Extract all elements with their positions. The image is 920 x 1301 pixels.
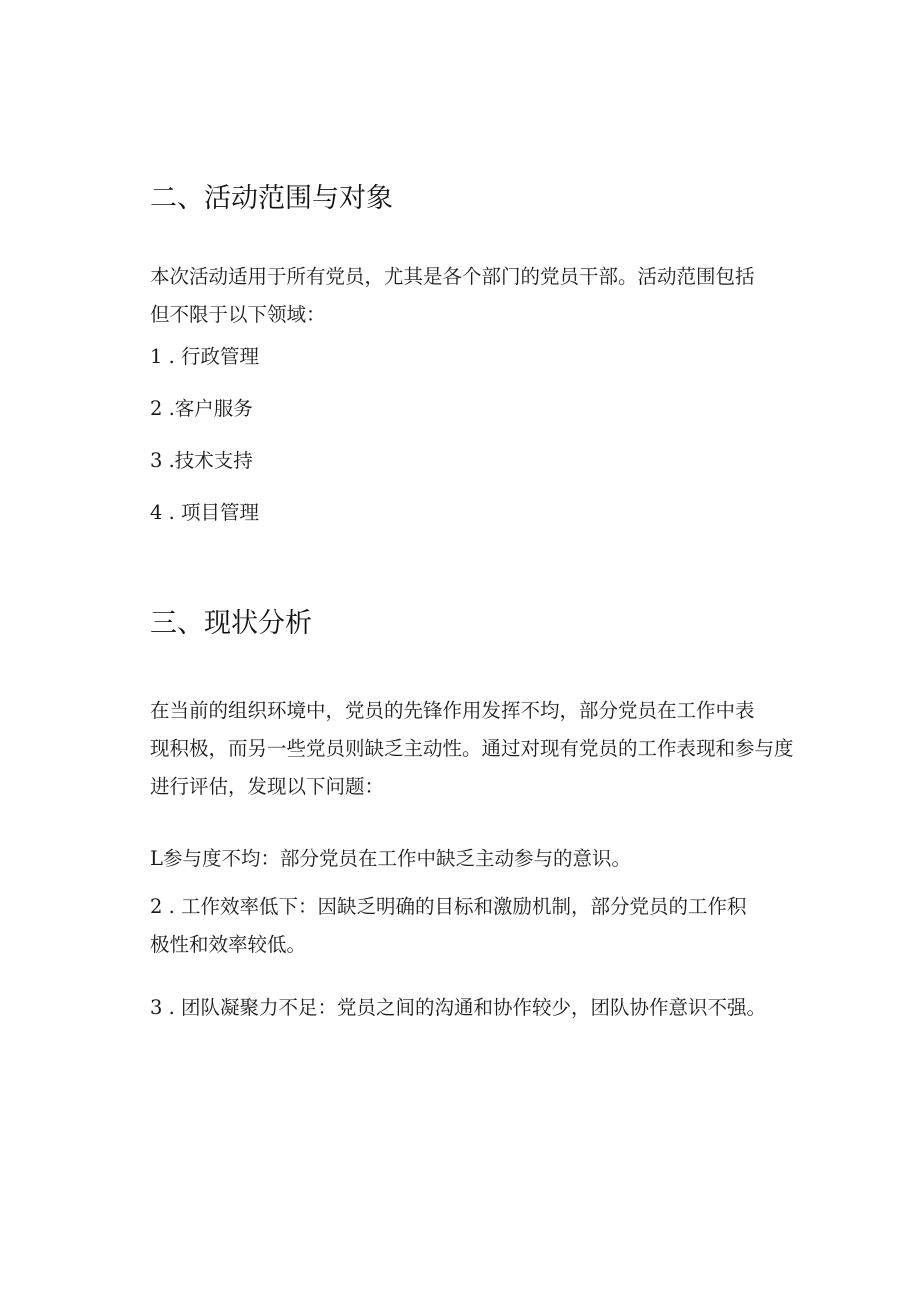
list-item: 2 .客户服务 [150, 397, 253, 420]
list-item: 3 .技术支持 [150, 449, 253, 472]
issue-item-1: L参与度不均：部分党员在工作中缺乏主动参与的意识。 [150, 847, 631, 870]
issue-item-2 [150, 888, 830, 964]
section3-paragraph-line3: 进行评估，发现以下问题： [150, 775, 385, 798]
section2-intro-line1: 本次活动适用于所有党员，尤其是各个部门的党员干部。活动范围包括 [150, 265, 755, 288]
section3-paragraph-line2: 现积极，而另一些党员则缺乏主动性。通过对现有党员的工作表现和参与度 [150, 737, 794, 760]
section2-intro-line2: 但不限于以下领域： [150, 303, 326, 326]
section3-paragraph-line1: 在当前的组织环境中，党员的先锋作用发挥不均，部分党员在工作中表 [150, 699, 755, 722]
issue-item-2-line2: 极性和效率较低。 [150, 933, 307, 956]
section3-heading: 三、现状分析 [150, 608, 312, 639]
issue-item-2-line1: 2 . 工作效率低下：因缺乏明确的目标和激励机制，部分党员的工作积 [150, 895, 747, 918]
issue-item-3: 3 . 团队凝聚力不足：党员之间的沟通和协作较少，团队协作意识不强。 [150, 996, 767, 1019]
section2-intro [150, 258, 830, 334]
section3-paragraph [150, 692, 830, 806]
section2-heading: 二、活动范围与对象 [150, 183, 393, 214]
list-item: 4 . 项目管理 [150, 501, 260, 524]
list-item: 1 . 行政管理 [150, 345, 260, 368]
